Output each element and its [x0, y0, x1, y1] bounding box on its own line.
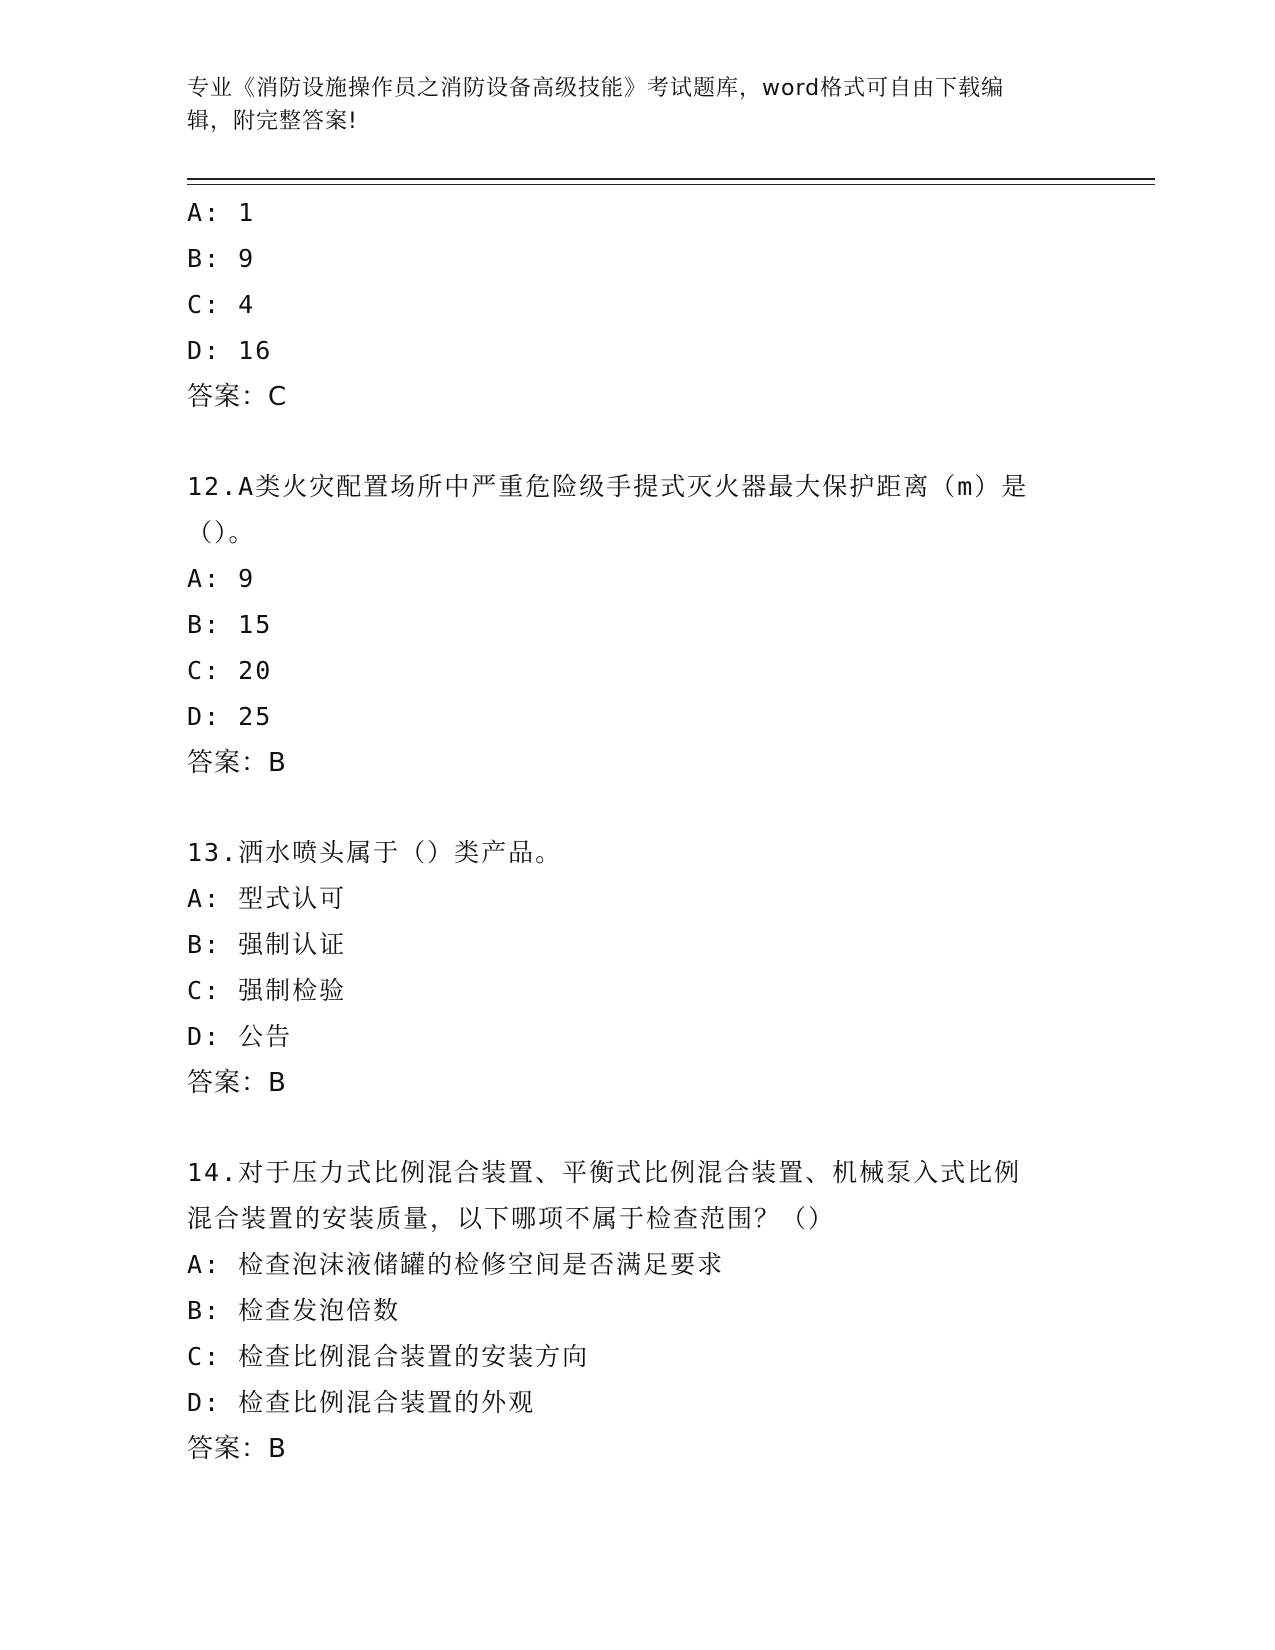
answer: 答案：B [187, 1068, 287, 1098]
option-d: D: 检查比例混合装置的外观 [187, 1388, 536, 1417]
header-line-2: 辑，附完整答案! [187, 109, 358, 134]
option-b: B: 9 [187, 244, 256, 273]
option-b: B: 检查发泡倍数 [187, 1296, 401, 1325]
question-14 [187, 1150, 1087, 1472]
option-c: C: 20 [187, 656, 273, 685]
question-text-line-1: 14.对于压力式比例混合装置、平衡式比例混合装置、机械泵入式比例 [187, 1158, 1022, 1187]
question-text-line-1: 12.A类火灾配置场所中严重危险级手提式灭火器最大保护距离（m）是 [187, 472, 1029, 501]
answer: 答案：C [187, 382, 288, 412]
header-line-1: 专业《消防设施操作员之消防设备高级技能》考试题库，word格式可自由下载编 [187, 76, 1005, 101]
document-header [187, 72, 1087, 138]
question-text-line-2: （）。 [187, 518, 256, 547]
question-13 [187, 830, 1087, 1106]
question-11 [187, 190, 1087, 420]
option-b: B: 强制认证 [187, 930, 347, 959]
header-rule-thick [187, 178, 1155, 180]
option-a: A: 型式认可 [187, 884, 347, 913]
option-d: D: 16 [187, 336, 273, 365]
header-rule-thin [187, 184, 1155, 185]
option-a: A: 检查泡沫液储罐的检修空间是否满足要求 [187, 1250, 725, 1279]
question-list [187, 190, 1087, 1472]
option-a: A: 1 [187, 198, 256, 227]
option-a: A: 9 [187, 564, 256, 593]
spacer [187, 786, 1087, 830]
spacer [187, 1106, 1087, 1150]
option-c: C: 强制检验 [187, 976, 347, 1005]
answer: 答案：B [187, 1434, 287, 1464]
option-c: C: 4 [187, 290, 256, 319]
question-12 [187, 464, 1087, 786]
option-d: D: 公告 [187, 1022, 293, 1051]
question-text-line-1: 13.洒水喷头属于（）类产品。 [187, 838, 563, 867]
option-b: B: 15 [187, 610, 273, 639]
option-d: D: 25 [187, 702, 273, 731]
spacer [187, 420, 1087, 464]
answer: 答案：B [187, 748, 287, 778]
option-c: C: 检查比例混合装置的安装方向 [187, 1342, 590, 1371]
question-text-line-2: 混合装置的安装质量，以下哪项不属于检查范围？（） [187, 1204, 836, 1233]
